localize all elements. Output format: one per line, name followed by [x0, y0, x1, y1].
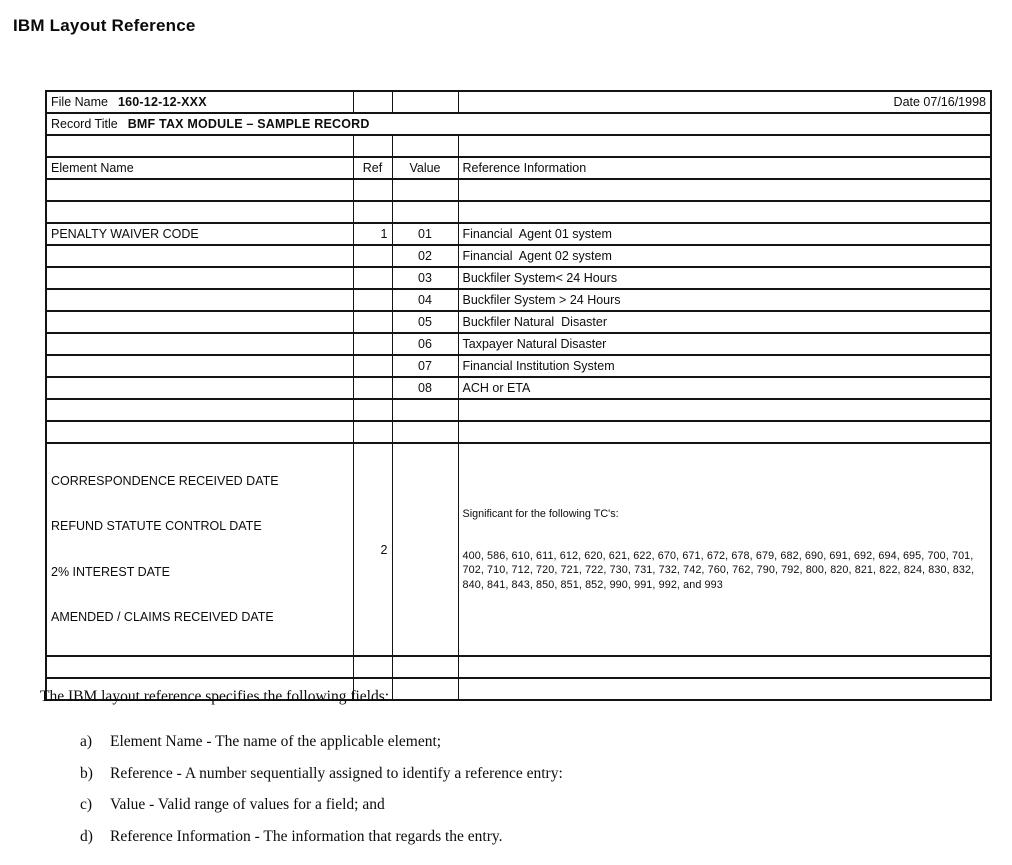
reference-info-tc-list: 400, 586, 610, 611, 612, 620, 621, 622, 670, 671, 672, 678, 679, 682, 690, 691, 692, 694, 695, 700, 701, 702, 710, 712, 720, 721, 722, 730, 731, 732, 742, 760, 762, 790, 792, 800, 820, 821, 822, 824, 830, 832, 840, 841, 843, 850, 851, 852, 990, 991, 992, and 993 [462, 550, 978, 591]
list-item-letter: c) [80, 796, 93, 814]
reference-info-cell: Buckfiler System< 24 Hours [458, 267, 991, 289]
element-name-cell [46, 245, 353, 267]
element-name-line: REFUND STATUTE CONTROL DATE [51, 519, 262, 534]
element-name-cell [46, 333, 353, 355]
file-name-label: File Name [51, 95, 108, 109]
reference-info-cell: Buckfiler Natural Disaster [458, 311, 991, 333]
list-item-d [40, 828, 970, 847]
table-row [46, 267, 991, 289]
col-header-reference-information: Reference Information [458, 157, 991, 179]
element-name-line: CORRESPONDENCE RECEIVED DATE [51, 474, 279, 488]
col-header-value: Value [392, 157, 458, 179]
reference-info-cell: ACH or ETA [458, 377, 991, 399]
table-row [46, 355, 991, 377]
ref-cell [353, 333, 392, 355]
reference-info-cell [458, 443, 991, 656]
empty-cell [46, 656, 353, 678]
element-name-line: 2% INTEREST DATE [51, 564, 171, 579]
table-row [46, 289, 991, 311]
list-item-text: Reference Information - The information that regards the entry. [110, 827, 503, 845]
empty-cell [353, 656, 392, 678]
empty-cell [392, 91, 458, 113]
element-name-cell [46, 289, 353, 311]
empty-cell [458, 201, 991, 223]
table-row [46, 223, 991, 245]
empty-cell [46, 179, 353, 201]
empty-cell [458, 421, 991, 443]
list-item-b [40, 765, 970, 784]
record-title-row [46, 113, 991, 135]
reference-info-cell: Buckfiler System > 24 Hours [458, 289, 991, 311]
table-row [46, 245, 991, 267]
element-name-cell [46, 267, 353, 289]
page-title: IBM Layout Reference [13, 16, 196, 35]
empty-row [46, 135, 991, 157]
value-cell: 01 [392, 223, 458, 245]
ref-cell: 2 [353, 443, 392, 656]
reference-info-heading: Significant for the following TC's: [462, 508, 619, 521]
file-name-row [46, 91, 991, 113]
ref-cell [353, 245, 392, 267]
empty-cell [392, 421, 458, 443]
empty-row [46, 656, 991, 678]
empty-cell [46, 399, 353, 421]
layout-reference-table [45, 90, 992, 701]
list-item-text: Value - Valid range of values for a field; and [110, 796, 385, 814]
list-item-letter: a) [80, 733, 93, 750]
table-row-correspondence-group [46, 443, 991, 656]
record-title-cell [46, 113, 991, 135]
value-cell: 05 [392, 311, 458, 333]
value-cell: 07 [392, 355, 458, 377]
empty-cell [458, 399, 991, 421]
list-item-letter: b) [80, 764, 93, 782]
element-name-cell [46, 443, 353, 656]
empty-cell [392, 179, 458, 201]
empty-cell [353, 201, 392, 223]
value-cell: 08 [392, 377, 458, 399]
list-item-text: Reference - A number sequentially assigned to identify a reference entry: [110, 764, 563, 782]
column-header-row [46, 157, 991, 179]
value-cell: 06 [392, 333, 458, 355]
list-item-c [40, 796, 970, 815]
empty-cell [392, 399, 458, 421]
empty-cell [353, 135, 392, 157]
table-row [46, 377, 991, 399]
element-name-cell: PENALTY WAIVER CODE [46, 223, 353, 245]
value-cell: 02 [392, 245, 458, 267]
value-cell: 04 [392, 289, 458, 311]
empty-row [46, 421, 991, 443]
empty-cell [353, 91, 392, 113]
value-cell: 03 [392, 267, 458, 289]
ref-cell: 1 [353, 223, 392, 245]
list-item-a [40, 733, 970, 752]
ref-cell [353, 377, 392, 399]
list-item-text: Element Name - The name of the applicable element; [110, 733, 442, 750]
element-name-cell [46, 355, 353, 377]
empty-cell [46, 135, 353, 157]
empty-cell [46, 421, 353, 443]
element-name-line: AMENDED / CLAIMS RECEIVED DATE [51, 609, 274, 624]
reference-info-cell: Taxpayer Natural Disaster [458, 333, 991, 355]
empty-cell [458, 135, 991, 157]
file-name-value: 160-12-12-XXX [117, 95, 207, 109]
ref-cell [353, 267, 392, 289]
reference-info-cell: Financial Agent 01 system [458, 223, 991, 245]
empty-cell [353, 179, 392, 201]
footer-notes [40, 688, 970, 859]
element-name-cell [46, 377, 353, 399]
reference-info-cell: Financial Institution System [458, 355, 991, 377]
col-header-element-name: Element Name [46, 157, 353, 179]
footer-intro-text: The IBM layout reference specifies the following fields: [40, 688, 390, 705]
empty-cell [353, 399, 392, 421]
element-name-cell [46, 311, 353, 333]
ref-cell [353, 289, 392, 311]
empty-cell [458, 179, 991, 201]
empty-cell [458, 656, 991, 678]
empty-row [46, 201, 991, 223]
reference-info-cell: Financial Agent 02 system [458, 245, 991, 267]
empty-row [46, 179, 991, 201]
record-title-value: BMF TAX MODULE – SAMPLE RECORD [127, 117, 370, 131]
list-item-letter: d) [80, 827, 93, 845]
ref-cell [353, 355, 392, 377]
empty-cell [392, 656, 458, 678]
empty-cell [392, 201, 458, 223]
table-row [46, 333, 991, 355]
date-cell: Date 07/16/1998 [458, 91, 991, 113]
table-row [46, 311, 991, 333]
col-header-ref: Ref [353, 157, 392, 179]
empty-cell [46, 201, 353, 223]
file-name-cell [46, 91, 353, 113]
value-cell [392, 443, 458, 656]
empty-cell [353, 421, 392, 443]
record-title-label: Record Title [51, 117, 118, 131]
empty-cell [392, 135, 458, 157]
ref-cell [353, 311, 392, 333]
empty-row [46, 399, 991, 421]
